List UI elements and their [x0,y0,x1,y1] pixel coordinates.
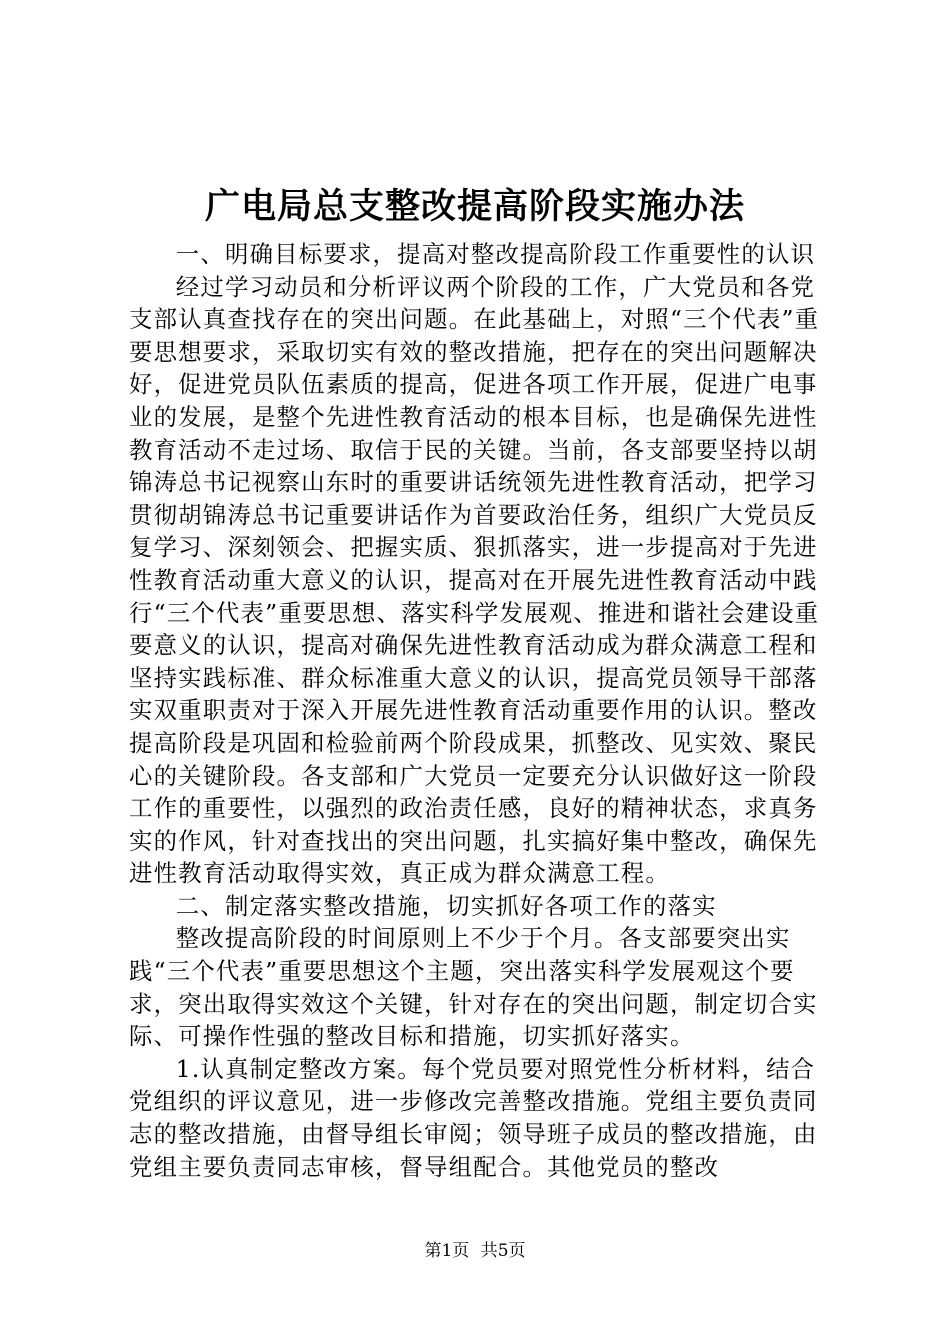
page-footer [0,1239,950,1263]
document-title: 广电局总支整改提高阶段实施办法 [204,186,745,227]
document-body [129,238,830,1183]
paragraph-1: 经过学习动员和分析评议两个阶段的工作，广大党员和各党支部认真查找存在的突出问题。在此基础上，对照“三个代表”重要思想要求，采取切实有效的整改措施，把存在的突出问题解决好，促进党员队伍素质的提高，促进各项工作开展，促进广电事业的发展，是整个先进性教育活动的根本目标，也是确保先进性教育活动不走过场、取信于民的关键。当前，各支部要坚持以胡锦涛总书记视察山东时的重要讲话统领先进性教育活动，把学习贯彻胡锦涛总书记重要讲话作为首要政治任务，组织广大党员反复学习、深刻领会、把握实质、狠抓落实，进一步提高对于先进性教育活动重大意义的认识，提高对在开展先进性教育活动中践行“三个代表”重要思想、落实科学发展观、推进和谐社会建设重要意义的认识，提高对确保先进性教育活动成为群众满意工程和坚持实践标准、群众标准重大意义的认识，提高党员领导干部落实双重职责对于深入开展先进性教育活动重要作用的认识。整改提高阶段是巩固和检验前两个阶段成果，抓整改、见实效、聚民心的关键阶段。各支部和广大党员一定要充分认识做好这一阶段工作的重要性，以强烈的政治责任感，良好的精神状态，求真务实的作风，针对查找出的突出问题，扎实搞好集中整改，确保先进性教育活动取得实效，真正成为群众满意工程。 [129,272,820,888]
section-heading-1: 一、明确目标要求，提高对整改提高阶段工作重要性的认识 [175,240,816,268]
page-number: 第1页 [424,1241,470,1261]
paragraph-2: 整改提高阶段的时间原则上不少于个月。各支部要突出实践“三个代表”重要思想这个主题，突出落实科学发展观这个要求，突出取得实效这个关键，针对存在的突出问题，制定切合实际、可操作性强的整改目标和措施，切实抓好落实。 [129,924,818,1051]
paragraph-3: 1.认真制定整改方案。每个党员要对照党性分析材料，结合党组织的评议意见，进一步修改完善整改措施。党组主要负责同志的整改措施，由督导组长审阅；领导班子成员的整改措施，由党组主要负责同志审核，督导组配合。其他党员的整改 [129,1054,818,1181]
section-heading-2: 二、制定落实整改措施，切实抓好各项工作的落实 [175,891,717,920]
page-total: 共5页 [480,1241,526,1261]
